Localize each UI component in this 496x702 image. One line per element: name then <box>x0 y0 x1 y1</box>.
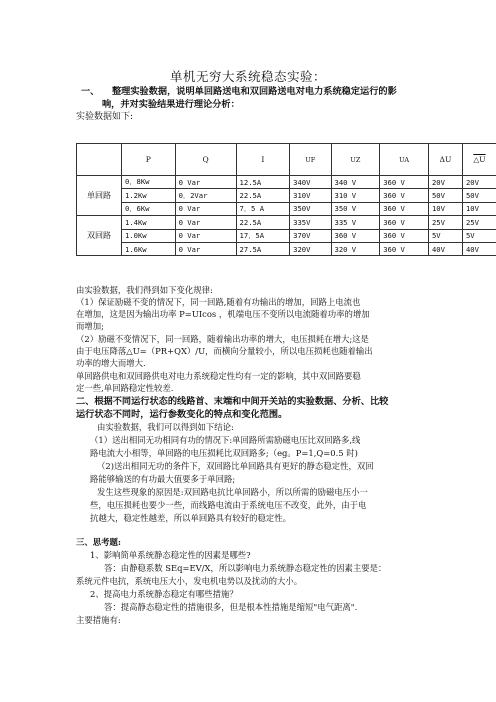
table-cell: 50V <box>428 189 462 202</box>
table-cell: 20V <box>428 176 462 189</box>
table-cell: 1.0Kw <box>122 229 176 242</box>
section2-line: （1）送出相同无功相同有功的情况下:单回路所需励磁电压比双回路多,线 <box>90 435 361 445</box>
analysis-line: （1）保证励磁不变的情况下，同一回路,随着有功输出的增加，回路上电流也 <box>76 297 361 307</box>
table-cell: 320 V <box>331 242 380 255</box>
table-cell: 1.6Kw <box>122 242 176 255</box>
table-cell: 370V <box>290 229 331 242</box>
table-cell: 17．5A <box>236 229 290 242</box>
table-cell: 0 Var <box>175 176 236 189</box>
header-ua-label: UA <box>399 156 410 164</box>
table-header-row <box>77 144 496 176</box>
table-row <box>77 216 496 229</box>
table-cell: 0．2Var <box>175 189 236 202</box>
table-cell: 320V <box>290 242 331 255</box>
table-row <box>77 202 496 215</box>
table-cell: 7．5 A <box>236 202 290 215</box>
table-cell: 350 V <box>331 202 380 215</box>
table-cell: 335 V <box>331 216 380 229</box>
table-cell: 0．8Kw <box>122 176 176 189</box>
section2-heading-line2: 运行状态不同时，运行参数变化的特点和变化范围。 <box>76 409 288 420</box>
answer-2-line: 主要措施有: <box>76 615 121 625</box>
analysis-line: 功率的增大而增大. <box>76 358 146 368</box>
page-title: 单机无穷大系统稳态实验： <box>169 69 326 84</box>
header-q: Q <box>175 144 236 176</box>
experiment-data-table <box>76 143 496 256</box>
table-cell: 360 V <box>380 189 429 202</box>
table-cell: 10V <box>428 202 462 215</box>
analysis-line: 由于电压降落△U=（PR+QX）/U，而横向分量较小，所以电压损耗也随着输出 <box>76 346 373 356</box>
header-uf <box>290 144 331 176</box>
table-cell: 360 V <box>380 176 429 189</box>
header-i: I <box>236 144 290 176</box>
section2-line: 抗越大，稳定性越差，所以单回路具有较好的稳定性。 <box>90 513 291 523</box>
header-uf-label: UF <box>305 156 316 164</box>
table-cell: 310 V <box>331 189 380 202</box>
table-cell: 360 V <box>380 202 429 215</box>
section1-heading-line2: 响，并对实验结果进行理论分析： <box>102 99 240 110</box>
section2-line: 些，电压损耗也要少一些，而线路电流由于系统电压不改变，此外，由于电 <box>90 500 367 510</box>
question-2: 2、提高电力系统静态稳定有哪些措施？ <box>90 589 238 599</box>
table-cell: 340V <box>290 176 331 189</box>
analysis-line: （2）励磁不变情况下，同一回路，随着输出功率的增大，电压损耗在增大;这是 <box>76 334 369 344</box>
table-cell: 27.5A <box>236 242 290 255</box>
table-cell: 40V <box>462 242 496 255</box>
header-delta-u: ΔU <box>428 144 462 176</box>
section2-heading-line1: 二、根据不同运行状态的线路首、末端和中间开关站的实验数据、分析、比较 <box>76 396 389 407</box>
analysis-line: 而增加; <box>76 321 104 331</box>
table-cell: 20V <box>462 176 496 189</box>
table-row <box>77 242 496 255</box>
table-cell: 0 Var <box>175 229 236 242</box>
answer-2-line: 答：提高静态稳定性的措施很多，但是根本性措施是缩短"电气距离". <box>104 602 358 612</box>
section1-number: 一、 <box>81 86 100 97</box>
table-cell: 340 V <box>331 176 380 189</box>
analysis-line: 单回路供电和双回路供电对电力系统稳定性均有一定的影响，其中双回路要稳 <box>76 371 361 381</box>
answer-1-line: 系统元件电抗，系统电压大小，发电机电势以及扰动的大小。 <box>76 576 303 586</box>
table-cell: 360 V <box>380 229 429 242</box>
section2-line: （2)送出相同无功的条件下，双回路比单回路具有更好的静态稳定性，双回 <box>97 461 374 471</box>
header-blank <box>77 144 122 176</box>
table-cell: 360 V <box>331 229 380 242</box>
table-cell: 5V <box>462 229 496 242</box>
section2-line: 由实验数据，我们可以得到如下结论: <box>97 422 234 432</box>
table-row <box>77 176 496 189</box>
section1-heading-line1: 整理实验数据，说明单回路送电和双回路送电对电力系统稳定运行的影 <box>112 86 397 97</box>
table-cell: 360 V <box>380 216 429 229</box>
table-row <box>77 229 496 242</box>
table-cell: 22.5A <box>236 216 290 229</box>
table-cell: 10V <box>462 202 496 215</box>
section2-line: 路能够输送的有功最大值要多于单回路; <box>90 474 236 484</box>
table-cell: 22.5A <box>236 189 290 202</box>
data-intro: 实验数据如下: <box>76 112 134 122</box>
table-cell: 40V <box>428 242 462 255</box>
analysis-line: 定一些,单回路稳定性较差. <box>76 383 174 393</box>
table-cell: 310V <box>290 189 331 202</box>
section2-line: 路电流大小相等，单回路的电压损耗比双回路多;（eg。P=1,Q=0.5 时) <box>90 448 358 458</box>
table-cell: 0 Var <box>175 202 236 215</box>
table-cell: 25V <box>428 216 462 229</box>
header-ua <box>380 144 429 176</box>
table-cell: 5V <box>428 229 462 242</box>
analysis-line: 在增加，这是因为输出功率 P=UIcos ，机端电压不变所以电流随着功率的增加 <box>76 309 370 319</box>
header-uz <box>331 144 380 176</box>
table-cell: 350V <box>290 202 331 215</box>
header-p: P <box>122 144 176 176</box>
table-cell: 335V <box>290 216 331 229</box>
section3-heading: 三、思考题: <box>76 537 121 547</box>
table-cell: 0 Var <box>175 216 236 229</box>
question-1: 1、影响简单系统静态稳定性的因素是哪些? <box>90 550 251 560</box>
answer-1-line: 答：由静稳系数 SEq=EV/X，所以影响电力系统静态稳定性的因素主要是： <box>104 563 387 573</box>
table-cell: 50V <box>462 189 496 202</box>
table-cell: 0 Var <box>175 242 236 255</box>
table-cell: 12.5A <box>236 176 290 189</box>
table-cell: 360 V <box>380 242 429 255</box>
table-cell: 0．6Kw <box>122 202 176 215</box>
group-label-single: 单回路 <box>77 176 122 216</box>
table-cell: 1.4Kw <box>122 216 176 229</box>
header-uz-label: UZ <box>350 156 361 164</box>
table-cell: 1.2Kw <box>122 189 176 202</box>
table-cell: 25V <box>462 216 496 229</box>
group-label-double: 双回路 <box>77 216 122 256</box>
table-row <box>77 189 496 202</box>
section2-line: 发生这些现象的原因是:双回路电抗比单回路小，所以所需的励磁电压小一 <box>97 487 368 497</box>
analysis-line: 由实验数据，我们得到如下变化规律: <box>76 285 213 295</box>
header-delta-u-vector: △U <box>462 144 496 176</box>
